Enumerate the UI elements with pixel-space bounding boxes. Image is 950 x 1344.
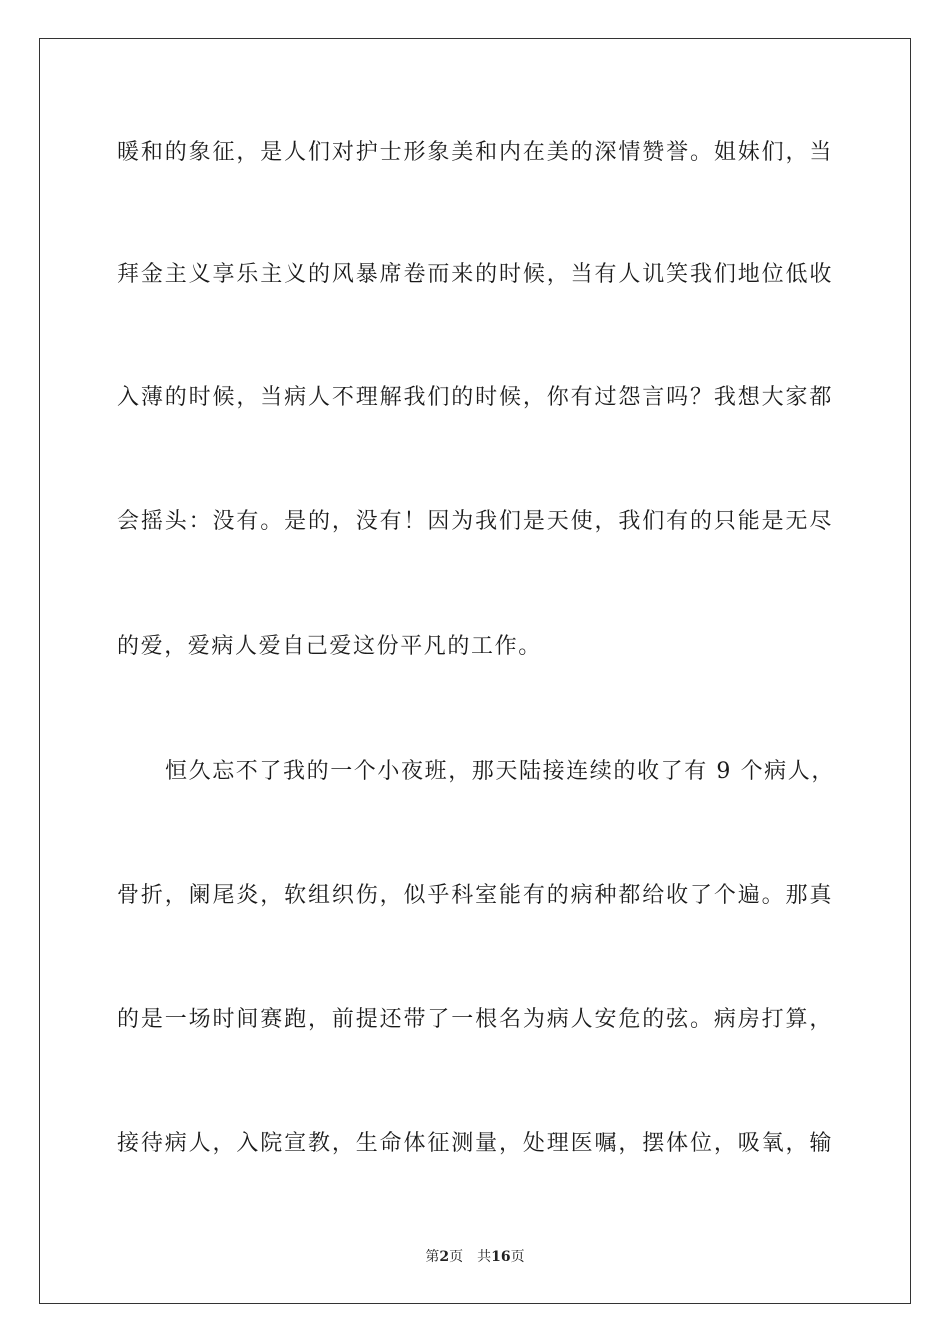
text-line-7: 骨折，阑尾炎，软组织伤，似乎科室能有的病种都给收了个遍。那真 [117,883,833,908]
footer-total-suffix: 页 [510,1249,525,1265]
total-pages-number: 16 [491,1249,511,1265]
text-line-4: 会摇头：没有。是的，没有！因为我们是天使，我们有的只能是无尽 [117,509,833,534]
text-line-8: 的是一场时间赛跑，前提还带了一根名为病人安危的弦。病房打算， [117,1007,833,1032]
footer-page-suffix: 页 [449,1249,464,1265]
text-line-9: 接待病人，入院宣教，生命体征测量，处理医嘱，摆体位，吸氧，输 [117,1131,833,1156]
current-page-number: 2 [439,1249,450,1265]
page-footer [0,1246,950,1266]
text-line-3: 入薄的时候，当病人不理解我们的时候，你有过怨言吗？我想大家都 [117,385,833,410]
text-line-1: 暖和的象征，是人们对护士形象美和内在美的深情赞誉。姐妹们，当 [117,140,833,165]
footer-total-prefix: 共 [477,1249,492,1265]
page-border [39,38,911,1304]
text-line-2: 拜金主义享乐主义的风暴席卷而来的时候，当有人讥笑我们地位低收 [117,262,833,287]
text-line-5: 的爱，爱病人爱自己爱这份平凡的工作。 [117,634,542,659]
footer-prefix: 第 [425,1249,440,1265]
text-line-6: 恒久忘不了我的一个小夜班，那天陆接连续的收了有 9 个病人， [165,759,835,784]
